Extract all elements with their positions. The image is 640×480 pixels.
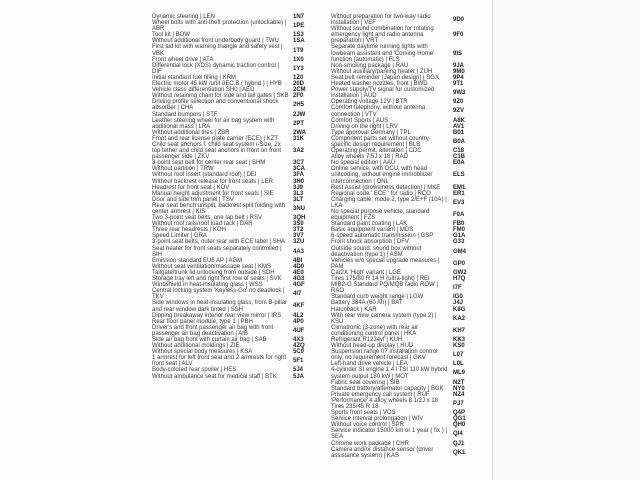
equipment-description: Alloy wheels 7.5J x 18 | RAD xyxy=(331,154,408,161)
equipment-description: Fabric seat covering | SIB xyxy=(331,379,400,386)
equipment-row xyxy=(152,374,319,380)
equipment-code: 9ZV xyxy=(453,108,465,115)
equipment-description: Refrigerant R1234yf | KUH xyxy=(331,336,403,343)
equipment-description: Hatchback | KAR xyxy=(331,306,377,313)
equipment-code: 1Z0 xyxy=(293,74,304,81)
equipment-description: Leather steering wheel for air bag system with additional mass | LRA xyxy=(152,117,275,130)
equipment-description: Emission standard EU6 AP | AGM xyxy=(152,257,243,264)
equipment-code: 4L2 xyxy=(293,312,304,319)
equipment-code: B01 xyxy=(453,129,465,136)
equipment-description: Comfort telephony, without antenna connection | VTV xyxy=(331,105,426,118)
equipment-description: Driver's and front passenger air bag with front passenger air bag deactivation | AIB xyxy=(152,324,274,337)
equipment-description: Service Interval prolongation | WIV xyxy=(331,416,424,423)
equipment-code: 9Z0 xyxy=(453,99,464,106)
equipment-code: KH7 xyxy=(453,327,466,334)
equipment-row xyxy=(152,118,319,130)
equipment-description: Differential lock (XDS) dynamic traction control | DIF xyxy=(152,62,280,75)
equipment-code: 9IS xyxy=(453,50,463,57)
equipment-code: F0A xyxy=(453,212,465,219)
equipment-description: MIB2-G Standard PQ/MQB radio ROW | RAO xyxy=(331,282,438,295)
equipment-description: 4-cylinder SI engine 1.4 l TSI 110 kW hybrid system output 180 kW | MOT xyxy=(331,367,448,380)
equipment-code: 31K xyxy=(293,135,305,142)
equipment-description: Comfort Sports | AUS xyxy=(331,117,389,124)
equipment-description: Without partition | TRW xyxy=(152,166,214,173)
equipment-description: 'Performance' 4 alloy wheels 8 1/2J x 18 Tires 235/45 R 18 xyxy=(331,397,439,410)
equipment-description: Wheel bolts with anti-theft protection (unlockable) | ABR xyxy=(152,20,287,33)
equipment-row xyxy=(331,313,479,325)
equipment-code: 5JA xyxy=(293,373,305,380)
equipment-code: 1S3 xyxy=(293,32,304,39)
equipment-row xyxy=(152,325,319,337)
equipment-description: Initial standard fuel filling | KRM xyxy=(152,74,236,81)
equipment-description: Separate daytime running lights with lowbeam assistant and 'Coming Home' function (automatic) | FLS xyxy=(331,44,435,63)
equipment-code: KK3 xyxy=(453,336,466,343)
equipment-description: Without roof rails/roof load rack | DAR xyxy=(152,221,253,228)
equipment-code: G1A xyxy=(453,233,466,240)
equipment-code: QI4 xyxy=(453,431,463,438)
equipment-description: 6-speed automatic transmission | GSP xyxy=(331,233,434,240)
equipment-code: QH0 xyxy=(453,422,466,429)
equipment-code: 3QH xyxy=(293,215,306,222)
equipment-code: 9M0 xyxy=(453,68,465,75)
equipment-row xyxy=(331,398,479,410)
equipment-code: 4A3 xyxy=(293,248,305,255)
equipment-description: With rear view camera system (type 2) | KSU xyxy=(331,312,437,325)
equipment-description: Chrome work package | CHR xyxy=(331,440,409,447)
equipment-code: C1B xyxy=(453,154,466,161)
equipment-code: AV1 xyxy=(453,123,465,130)
equipment-list-left-column xyxy=(152,14,319,459)
equipment-row xyxy=(331,367,479,379)
equipment-code: IG0 xyxy=(453,294,463,301)
equipment-code: 2JW xyxy=(293,111,306,118)
equipment-code: EM1 xyxy=(453,184,466,191)
equipment-code: 2CM xyxy=(293,87,306,94)
equipment-description: Vehicles w/o special upgrade measures | PAM xyxy=(331,257,440,270)
equipment-code: FB0 xyxy=(453,221,465,228)
equipment-description: 1 armrest for left front seat and 2 armrests for right front seat | ALV xyxy=(152,355,287,368)
equipment-code: EV3 xyxy=(453,199,465,206)
equipment-description: Driving on the right | LRV xyxy=(331,123,398,130)
equipment-row xyxy=(331,14,479,26)
equipment-description: Seat heater for front seats separately controlled | SIH xyxy=(152,245,282,258)
equipment-description: Without head-up display | HUD xyxy=(331,343,414,350)
equipment-description: Without sound combination for rotating emergency light and radio antenna preparation | VRT xyxy=(331,26,434,45)
equipment-description: Standard curb weight range | LGW xyxy=(331,294,424,301)
equipment-description: Without roof insert (standard roof) | DEI xyxy=(152,172,257,179)
equipment-row xyxy=(331,87,479,99)
equipment-code: J4J xyxy=(453,300,464,307)
equipment-row xyxy=(331,258,479,270)
equipment-code: 1Y3 xyxy=(293,65,304,72)
equipment-description: Without preparation for two-way radio installation | VEF xyxy=(331,14,431,27)
equipment-description: No special edition | AAU xyxy=(331,160,396,167)
equipment-description: Windshield in heat-insulating glass | WSS xyxy=(152,282,263,289)
equipment-code: 1SA xyxy=(293,38,305,45)
equipment-code: 4E0 xyxy=(293,269,304,276)
equipment-description: Manual height adjustment for front seats | SIE xyxy=(152,190,274,197)
equipment-code: FM0 xyxy=(453,227,465,234)
equipment-description: Vehicle class differentiation SH0 | AED xyxy=(152,87,255,94)
equipment-code: 9F0 xyxy=(453,32,464,39)
equipment-code: E0A xyxy=(453,160,465,167)
equipment-code: 3J9 xyxy=(293,184,304,191)
equipment-description: Tires 175/80 R 14 H (ultra-light) | REI xyxy=(331,276,430,283)
equipment-code: NY0 xyxy=(453,385,465,392)
equipment-description: Speed Limiter | GRA xyxy=(152,233,207,240)
equipment-code: 3V7 xyxy=(293,233,304,240)
equipment-code: 3NU xyxy=(293,205,306,212)
equipment-code: I7F xyxy=(453,285,462,292)
equipment-code: 4KF xyxy=(293,303,305,310)
equipment-code: N2T xyxy=(453,379,465,386)
equipment-code: GW2 xyxy=(453,269,467,276)
equipment-code: PJ7 xyxy=(453,400,464,407)
equipment-code: 9T1 xyxy=(453,81,464,88)
equipment-row xyxy=(331,349,479,361)
equipment-code: 1N7 xyxy=(293,14,305,20)
equipment-row xyxy=(331,26,479,44)
equipment-row xyxy=(152,300,319,312)
equipment-description: Driving profile selection and conventional shock absorber | CHA xyxy=(152,99,279,112)
equipment-row xyxy=(331,166,479,184)
equipment-description: Service indicator 15000 km or 1 year ( fix ) | SEA xyxy=(331,428,447,441)
equipment-code: Q4P xyxy=(453,410,466,417)
equipment-description: Standard bumpers | STF xyxy=(152,111,218,118)
equipment-code: 4X3 xyxy=(293,336,304,343)
equipment-description: 3-point seat belt for center rear seat | SHM xyxy=(152,160,266,167)
equipment-description: Front wheel drive | ATA xyxy=(152,56,214,63)
equipment-description: Front and rear license plate carrier (ECE) | KZT xyxy=(152,135,278,142)
equipment-description: Left-hand drive vehicle | LEA xyxy=(331,361,408,368)
equipment-code: 1X0 xyxy=(293,56,304,63)
equipment-code: QJ1 xyxy=(453,440,465,447)
equipment-description: Camera and/or distance sensor (driver assistance system) | KAS xyxy=(331,446,434,459)
equipment-code: KA2 xyxy=(453,315,466,322)
equipment-description: Storage tray left and right first row of seats | SVK xyxy=(152,276,282,283)
equipment-row xyxy=(152,20,319,32)
equipment-code: 3LT xyxy=(293,196,304,203)
equipment-description: Side windows in heat-insulating glass, from B-pillar and rear window dark tinted | SSH xyxy=(152,300,288,313)
equipment-description: Battery 384A (60 Ah) | BAT xyxy=(331,300,403,307)
equipment-description: Suspension range 07 installation control only, no requirement forecast | GKV xyxy=(331,349,438,362)
equipment-code: 9JA xyxy=(453,62,465,69)
equipment-row xyxy=(152,246,319,258)
equipment-description: Operating permit, alteration | CDC xyxy=(331,148,422,155)
equipment-description: Dipping breakaway interior rear view mirror | IRS xyxy=(152,312,282,319)
equipment-description: Heated washer nozzles, front | BWD xyxy=(331,81,428,88)
equipment-code: 9P4 xyxy=(453,74,464,81)
equipment-code: 9D0 xyxy=(453,17,465,24)
equipment-row xyxy=(331,209,479,221)
equipment-code: 2H5 xyxy=(293,102,305,109)
equipment-code: A8K xyxy=(453,117,466,124)
equipment-description: Without retaining chain for side and tail gates | SKB xyxy=(152,93,289,100)
equipment-description: Standard battery/alternator capacity | BGK xyxy=(331,385,444,392)
equipment-code: L0L xyxy=(453,361,464,368)
equipment-code: L07 xyxy=(453,352,464,359)
equipment-code: GP0 xyxy=(453,260,466,267)
equipment-row xyxy=(152,99,319,111)
equipment-code: 2WA xyxy=(293,129,307,136)
equipment-code: ELS xyxy=(453,172,465,179)
equipment-description: Car2X 'High' variant | LGE xyxy=(331,269,401,276)
equipment-description: Without ambulance seat for medical staff | BTK xyxy=(152,373,277,380)
equipment-description: Without voice control | SPR xyxy=(331,422,404,429)
equipment-description: Without backrest release for front seats | LER xyxy=(152,178,273,185)
equipment-description: Child seat anchors f. child seat system i-Size, 2x top tether and child seat anchors in front on front passenger side | ZKV xyxy=(152,141,282,161)
equipment-row xyxy=(152,355,319,367)
equipment-row xyxy=(331,197,479,209)
equipment-code: 3FA xyxy=(293,172,305,179)
equipment-code: 1PE xyxy=(293,23,305,30)
equipment-code: KS0 xyxy=(453,343,465,350)
equipment-row xyxy=(331,325,479,337)
equipment-description: Without seat ventilation/massage seat | KMS xyxy=(152,263,271,270)
equipment-code-list xyxy=(152,14,479,459)
equipment-row xyxy=(152,288,319,300)
equipment-description: Online service, with OCU, with head unitcoding, without engine immobilizer interconnection | ONL xyxy=(331,166,433,185)
equipment-code: 20D xyxy=(293,81,305,88)
equipment-description: Electric motor 45 kW /unit 0EC.B ( hybrid ) | HYB xyxy=(152,81,282,88)
equipment-description: Operating voltage 12V | BTR xyxy=(331,99,408,106)
equipment-description: Tailgate/trunk lid unlocking from outside | SDH xyxy=(152,269,275,276)
equipment-row xyxy=(331,282,479,294)
equipment-description: 3-point seat belts, outer rear with ECE label | SHA xyxy=(152,239,285,246)
equipment-list-right-column xyxy=(331,14,479,459)
equipment-code: 5F1 xyxy=(293,358,304,365)
equipment-code: 9W3 xyxy=(453,90,466,97)
equipment-description: Outside sound, sound box without deactivation (type 1) | ASM xyxy=(331,245,422,258)
equipment-description: Three rear headrests | KOH xyxy=(152,227,226,234)
equipment-description: Dynamic steering | LEN xyxy=(152,14,215,20)
page-outer-area xyxy=(493,0,640,480)
equipment-description: Non-smoking package | RAU xyxy=(331,62,409,69)
equipment-description: Sports front seats | VOS xyxy=(331,410,396,417)
equipment-description: Without additional front underbody guard | TWU xyxy=(152,38,279,45)
equipment-row xyxy=(331,428,479,440)
equipment-row xyxy=(152,44,319,56)
equipment-row xyxy=(331,246,479,258)
equipment-code: QK1 xyxy=(453,449,466,456)
equipment-code: QG1 xyxy=(453,416,466,423)
equipment-code: 4GF xyxy=(293,282,305,289)
equipment-description: No special purpose vehicle, standard equipment | FZS xyxy=(331,209,430,222)
equipment-description: Rear seat bench unsplit, backrest split folding with center armrest | KIS xyxy=(152,202,286,215)
equipment-description: Climatronic (3-zone) with rear air conditioning control panel | HKA xyxy=(331,324,419,337)
equipment-row xyxy=(152,63,319,75)
equipment-row xyxy=(331,447,479,459)
equipment-description: Headrest for front seat | KOV xyxy=(152,184,230,191)
equipment-description: Basic equipment variant | MDS xyxy=(331,227,414,234)
equipment-code: ML9 xyxy=(453,370,465,377)
equipment-code: NZ4 xyxy=(453,391,465,398)
equipment-code: 3C7 xyxy=(293,160,305,167)
equipment-code: 5J4 xyxy=(293,367,304,374)
equipment-code: 3A2 xyxy=(293,148,305,155)
equipment-code: 4G3 xyxy=(293,276,305,283)
equipment-code: 4I7 xyxy=(293,291,302,298)
equipment-description: Power supply/TV signal for customized installation | AUD xyxy=(331,87,435,100)
equipment-code: 4BI xyxy=(293,257,303,264)
equipment-description: Side air bag front with curtain air bag | SAB xyxy=(152,336,267,343)
equipment-code: 2F0 xyxy=(293,93,304,100)
equipment-code: 3ZU xyxy=(293,239,305,246)
equipment-row xyxy=(331,44,479,62)
equipment-code: 3L3 xyxy=(293,190,304,197)
equipment-code: 2PT xyxy=(293,120,305,127)
equipment-code: 3T2 xyxy=(293,227,304,234)
equipment-code: H7Q xyxy=(453,276,466,283)
equipment-code: 5C0 xyxy=(293,349,305,356)
equipment-code: 3CA xyxy=(293,166,306,173)
equipment-description: Type approval Germany | TPL xyxy=(331,129,411,136)
equipment-code: 1T9 xyxy=(293,47,304,54)
equipment-description: Without additional moldings | ZIE xyxy=(152,343,240,350)
equipment-description: Without special body measures | KSA xyxy=(152,349,253,356)
equipment-description: Private emergency call system | RUF xyxy=(331,391,430,398)
equipment-description: Regional code ' ECE ' for radio | RCO xyxy=(331,190,431,197)
equipment-description: First aid kit with warning triangle and safety vest | VBK xyxy=(152,44,283,57)
equipment-code: K8G xyxy=(453,306,466,313)
equipment-description: Component parts set without country-specific design requirement | BLB xyxy=(331,135,431,148)
equipment-row xyxy=(152,142,319,160)
equipment-row xyxy=(331,136,479,148)
equipment-description: Door and side trim panel | TSV xyxy=(152,196,234,203)
equipment-description: Charging cable: mode 2, type 2/E+F (10A) | LKA xyxy=(331,196,447,209)
equipment-code: GM4 xyxy=(453,248,467,255)
equipment-code: 3H0 xyxy=(293,178,305,185)
equipment-code: 4UF xyxy=(293,327,305,334)
equipment-row xyxy=(152,203,319,215)
equipment-code: G33 xyxy=(453,239,465,246)
equipment-code: 4P0 xyxy=(293,318,304,325)
equipment-description: Two 3-point seat belts, one lap belt | RSV xyxy=(152,215,262,222)
equipment-description: Rear floor panel module, type 1 | PBH xyxy=(152,318,253,325)
equipment-description: Body-colored rear spoiler | HES xyxy=(152,367,237,374)
equipment-description: Rest Assist (drowsiness detection) | MKE xyxy=(331,184,441,191)
equipment-description: Without auxiliary/parking heater | ZUH xyxy=(331,68,433,75)
equipment-code: B0A xyxy=(453,138,466,145)
equipment-description: Standard paint coating | LAK xyxy=(331,221,408,228)
equipment-description: Seat belt reminder (Japan design) | SGX xyxy=(331,74,439,81)
equipment-code: C18 xyxy=(453,148,465,155)
equipment-description: Central locking system 'Keyless-Go' no deadlock | TKV xyxy=(152,288,285,301)
equipment-code: ER1 xyxy=(453,190,465,197)
equipment-row xyxy=(331,105,479,117)
equipment-code: 4ZQ xyxy=(293,343,305,350)
equipment-code: 3S0 xyxy=(293,221,304,228)
equipment-description: Without additional tires | ZBR xyxy=(152,129,230,136)
equipment-description: Front shock absorption | DFV xyxy=(331,239,409,246)
equipment-description: Tool kit | BOW xyxy=(152,32,190,39)
equipment-code: 4D0 xyxy=(293,263,305,270)
